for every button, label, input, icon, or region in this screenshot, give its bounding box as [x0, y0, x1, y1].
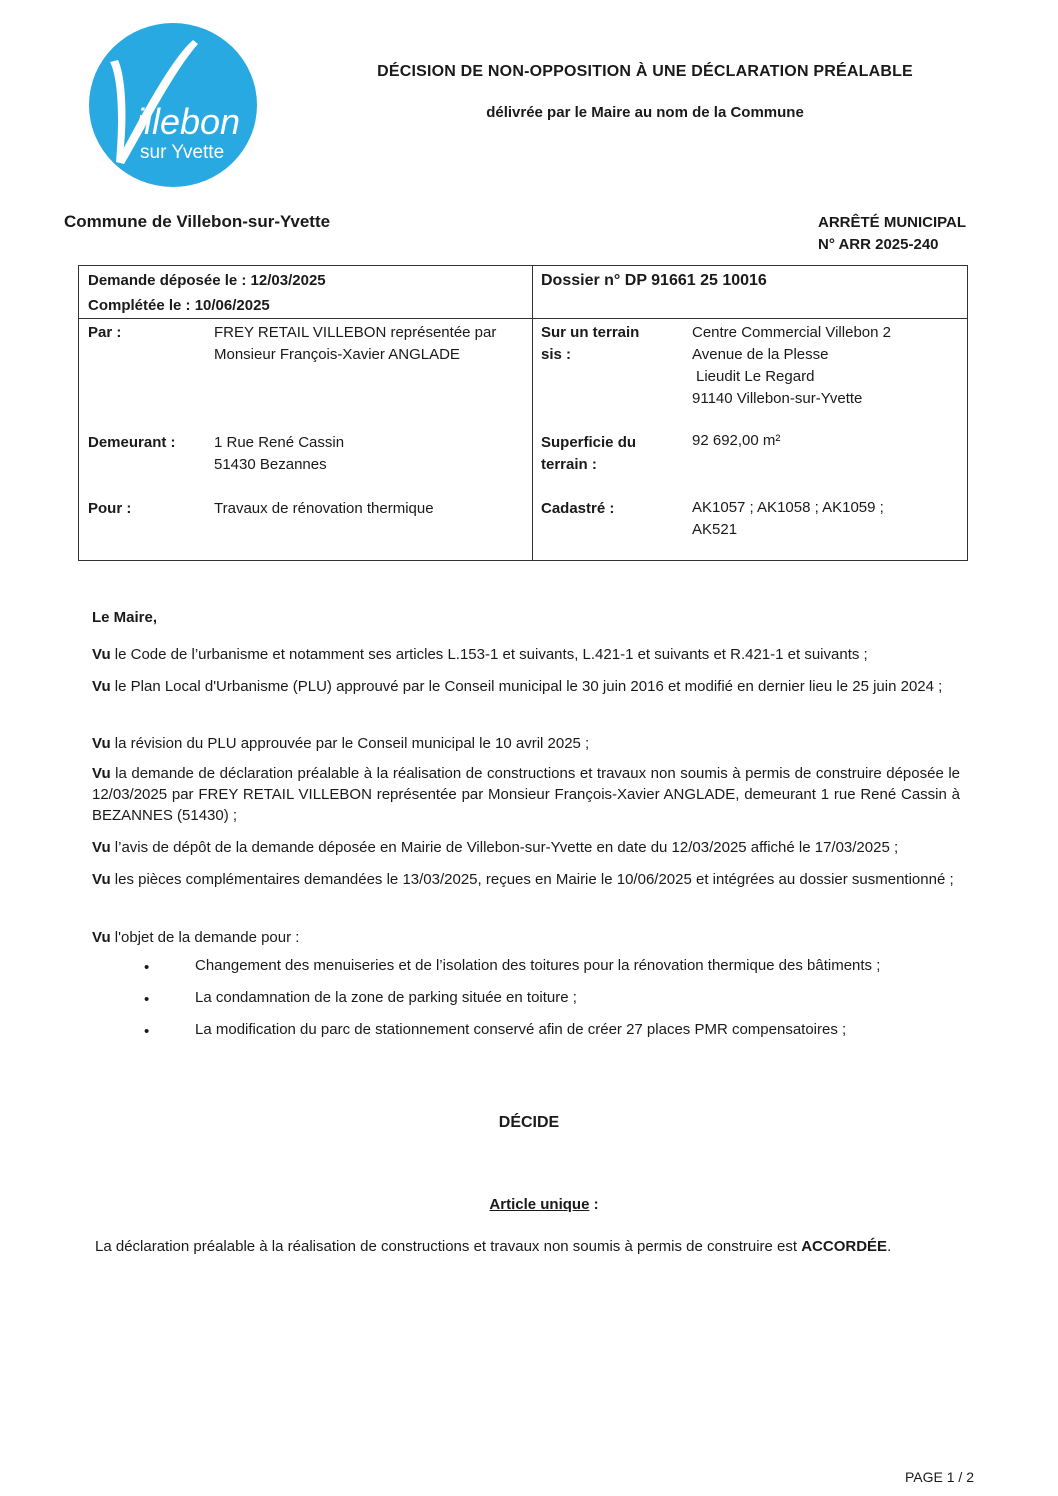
- list-item: La modification du parc de stationnement conservé afin de créer 27 places PMR compensatoires ;: [195, 1021, 847, 1038]
- vu-label: Vu: [92, 735, 111, 752]
- demande-date: Demande déposée le : 12/03/2025: [88, 272, 326, 289]
- terrain-line-2: Avenue de la Plesse: [692, 346, 829, 363]
- pour-label: Pour :: [88, 500, 132, 517]
- cadastre-label: Cadastré :: [541, 500, 615, 517]
- villebon-logo: [88, 22, 258, 188]
- arrete-reference: [818, 212, 966, 256]
- le-maire: Le Maire,: [92, 609, 158, 626]
- demeurant-line-1: 1 Rue René Cassin: [214, 434, 345, 451]
- arrete-title: ARRÊTÉ MUNICIPAL: [818, 214, 967, 231]
- cadastre-line-2: AK521: [692, 521, 738, 538]
- document-title: DÉCISION DE NON-OPPOSITION À UNE DÉCLARATION PRÉALABLE: [377, 63, 913, 80]
- vu-text: l’avis de dépôt de la demande déposée en Mairie de Villebon-sur-Yvette en date du 12/03/2025 affiché le 17/03/2025 ;: [110, 839, 899, 856]
- superficie-value: 92 692,00 m²: [692, 432, 781, 449]
- vu-label: Vu: [92, 871, 111, 888]
- vu-text: la révision du PLU approuvée par le Conseil municipal le 10 avril 2025 ;: [110, 735, 590, 752]
- article-colon: :: [589, 1196, 599, 1213]
- vu-label: Vu: [92, 839, 111, 856]
- bullet-marker: •: [144, 1023, 150, 1040]
- vu-text: la demande de déclaration préalable à la réalisation de constructions et travaux non soumis à permis de construire déposée le 12/03/2025 par FREY RETAIL VILLEBON représentée par Monsieur François-Xavier ANGLADE, demeurant 1 rue René Cassin à BEZANNES (51430) ;: [92, 765, 960, 824]
- par-label: Par :: [88, 324, 122, 341]
- vu-paragraph-1: [92, 644, 960, 665]
- decision-end: .: [887, 1238, 892, 1255]
- decision-text: [95, 1238, 891, 1255]
- vu-label: Vu: [92, 929, 111, 946]
- vu-paragraph-3: [92, 733, 960, 754]
- superficie-label-2: terrain :: [541, 456, 597, 473]
- terrain-label-1: Sur un terrain: [541, 324, 640, 341]
- list-item: Changement des menuiseries et de l’isolation des toitures pour la rénovation thermique des bâtiments ;: [195, 957, 881, 974]
- vu-paragraph-5: [92, 837, 960, 858]
- demeurant-label: Demeurant :: [88, 434, 176, 451]
- par-line-2: Monsieur François-Xavier ANGLADE: [214, 346, 460, 363]
- vu-paragraph-7: [92, 927, 960, 948]
- dossier-number: Dossier n° DP 91661 25 10016: [541, 272, 767, 289]
- bullet-marker: •: [144, 959, 150, 976]
- terrain-label-2: sis :: [541, 346, 572, 363]
- demeurant-line-2: 51430 Bezannes: [214, 456, 327, 473]
- vu-paragraph-6: [92, 869, 960, 890]
- pour-value: Travaux de rénovation thermique: [214, 500, 434, 517]
- article-title: Article unique: [489, 1196, 590, 1213]
- vu-text: le Plan Local d'Urbanisme (PLU) approuvé par le Conseil municipal le 30 juin 2016 et modifié en dernier lieu le 25 juin 2024 ;: [110, 678, 943, 695]
- table-divider-vertical: [532, 265, 533, 561]
- vu-paragraph-4: [92, 763, 960, 826]
- svg-text:illebon: illebon: [136, 101, 241, 142]
- terrain-line-1: Centre Commercial Villebon 2: [692, 324, 891, 341]
- svg-text:sur Yvette: sur Yvette: [140, 142, 225, 163]
- vu-text: le Code de l’urbanisme et notamment ses articles L.153-1 et suivants, L.421-1 et suivants et R.421-1 et suivants ;: [110, 646, 868, 663]
- superficie-label-1: Superficie du: [541, 434, 637, 451]
- article-heading: [0, 1196, 1058, 1213]
- bullet-marker: •: [144, 991, 150, 1008]
- completee-date: Complétée le : 10/06/2025: [88, 297, 270, 314]
- par-line-1: FREY RETAIL VILLEBON représentée par: [214, 324, 497, 341]
- list-item: La condamnation de la zone de parking située en toiture ;: [195, 989, 577, 1006]
- vu-text: l'objet de la demande pour :: [110, 929, 300, 946]
- commune-name: Commune de Villebon-sur-Yvette: [64, 212, 331, 231]
- decision-body: La déclaration préalable à la réalisation de constructions et travaux non soumis à permis de construire est: [95, 1238, 802, 1255]
- decision-verdict: ACCORDÉE: [801, 1238, 888, 1255]
- document-subtitle: délivrée par le Maire au nom de la Commune: [486, 104, 804, 121]
- terrain-line-3: Lieudit Le Regard: [696, 368, 815, 385]
- vu-text: les pièces complémentaires demandées le 13/03/2025, reçues en Mairie le 10/06/2025 et intégrées au dossier susmentionné ;: [110, 871, 954, 888]
- vu-label: Vu: [92, 765, 111, 782]
- decide-heading: DÉCIDE: [498, 1114, 560, 1131]
- vu-label: Vu: [92, 646, 111, 663]
- table-divider-horizontal: [78, 318, 968, 319]
- terrain-line-4: 91140 Villebon-sur-Yvette: [692, 390, 863, 407]
- arrete-number: N° ARR 2025-240: [818, 236, 939, 253]
- vu-paragraph-2: [92, 676, 960, 697]
- vu-label: Vu: [92, 678, 111, 695]
- page-number: PAGE 1 / 2: [905, 1469, 974, 1485]
- cadastre-line-1: AK1057 ; AK1058 ; AK1059 ;: [692, 499, 884, 516]
